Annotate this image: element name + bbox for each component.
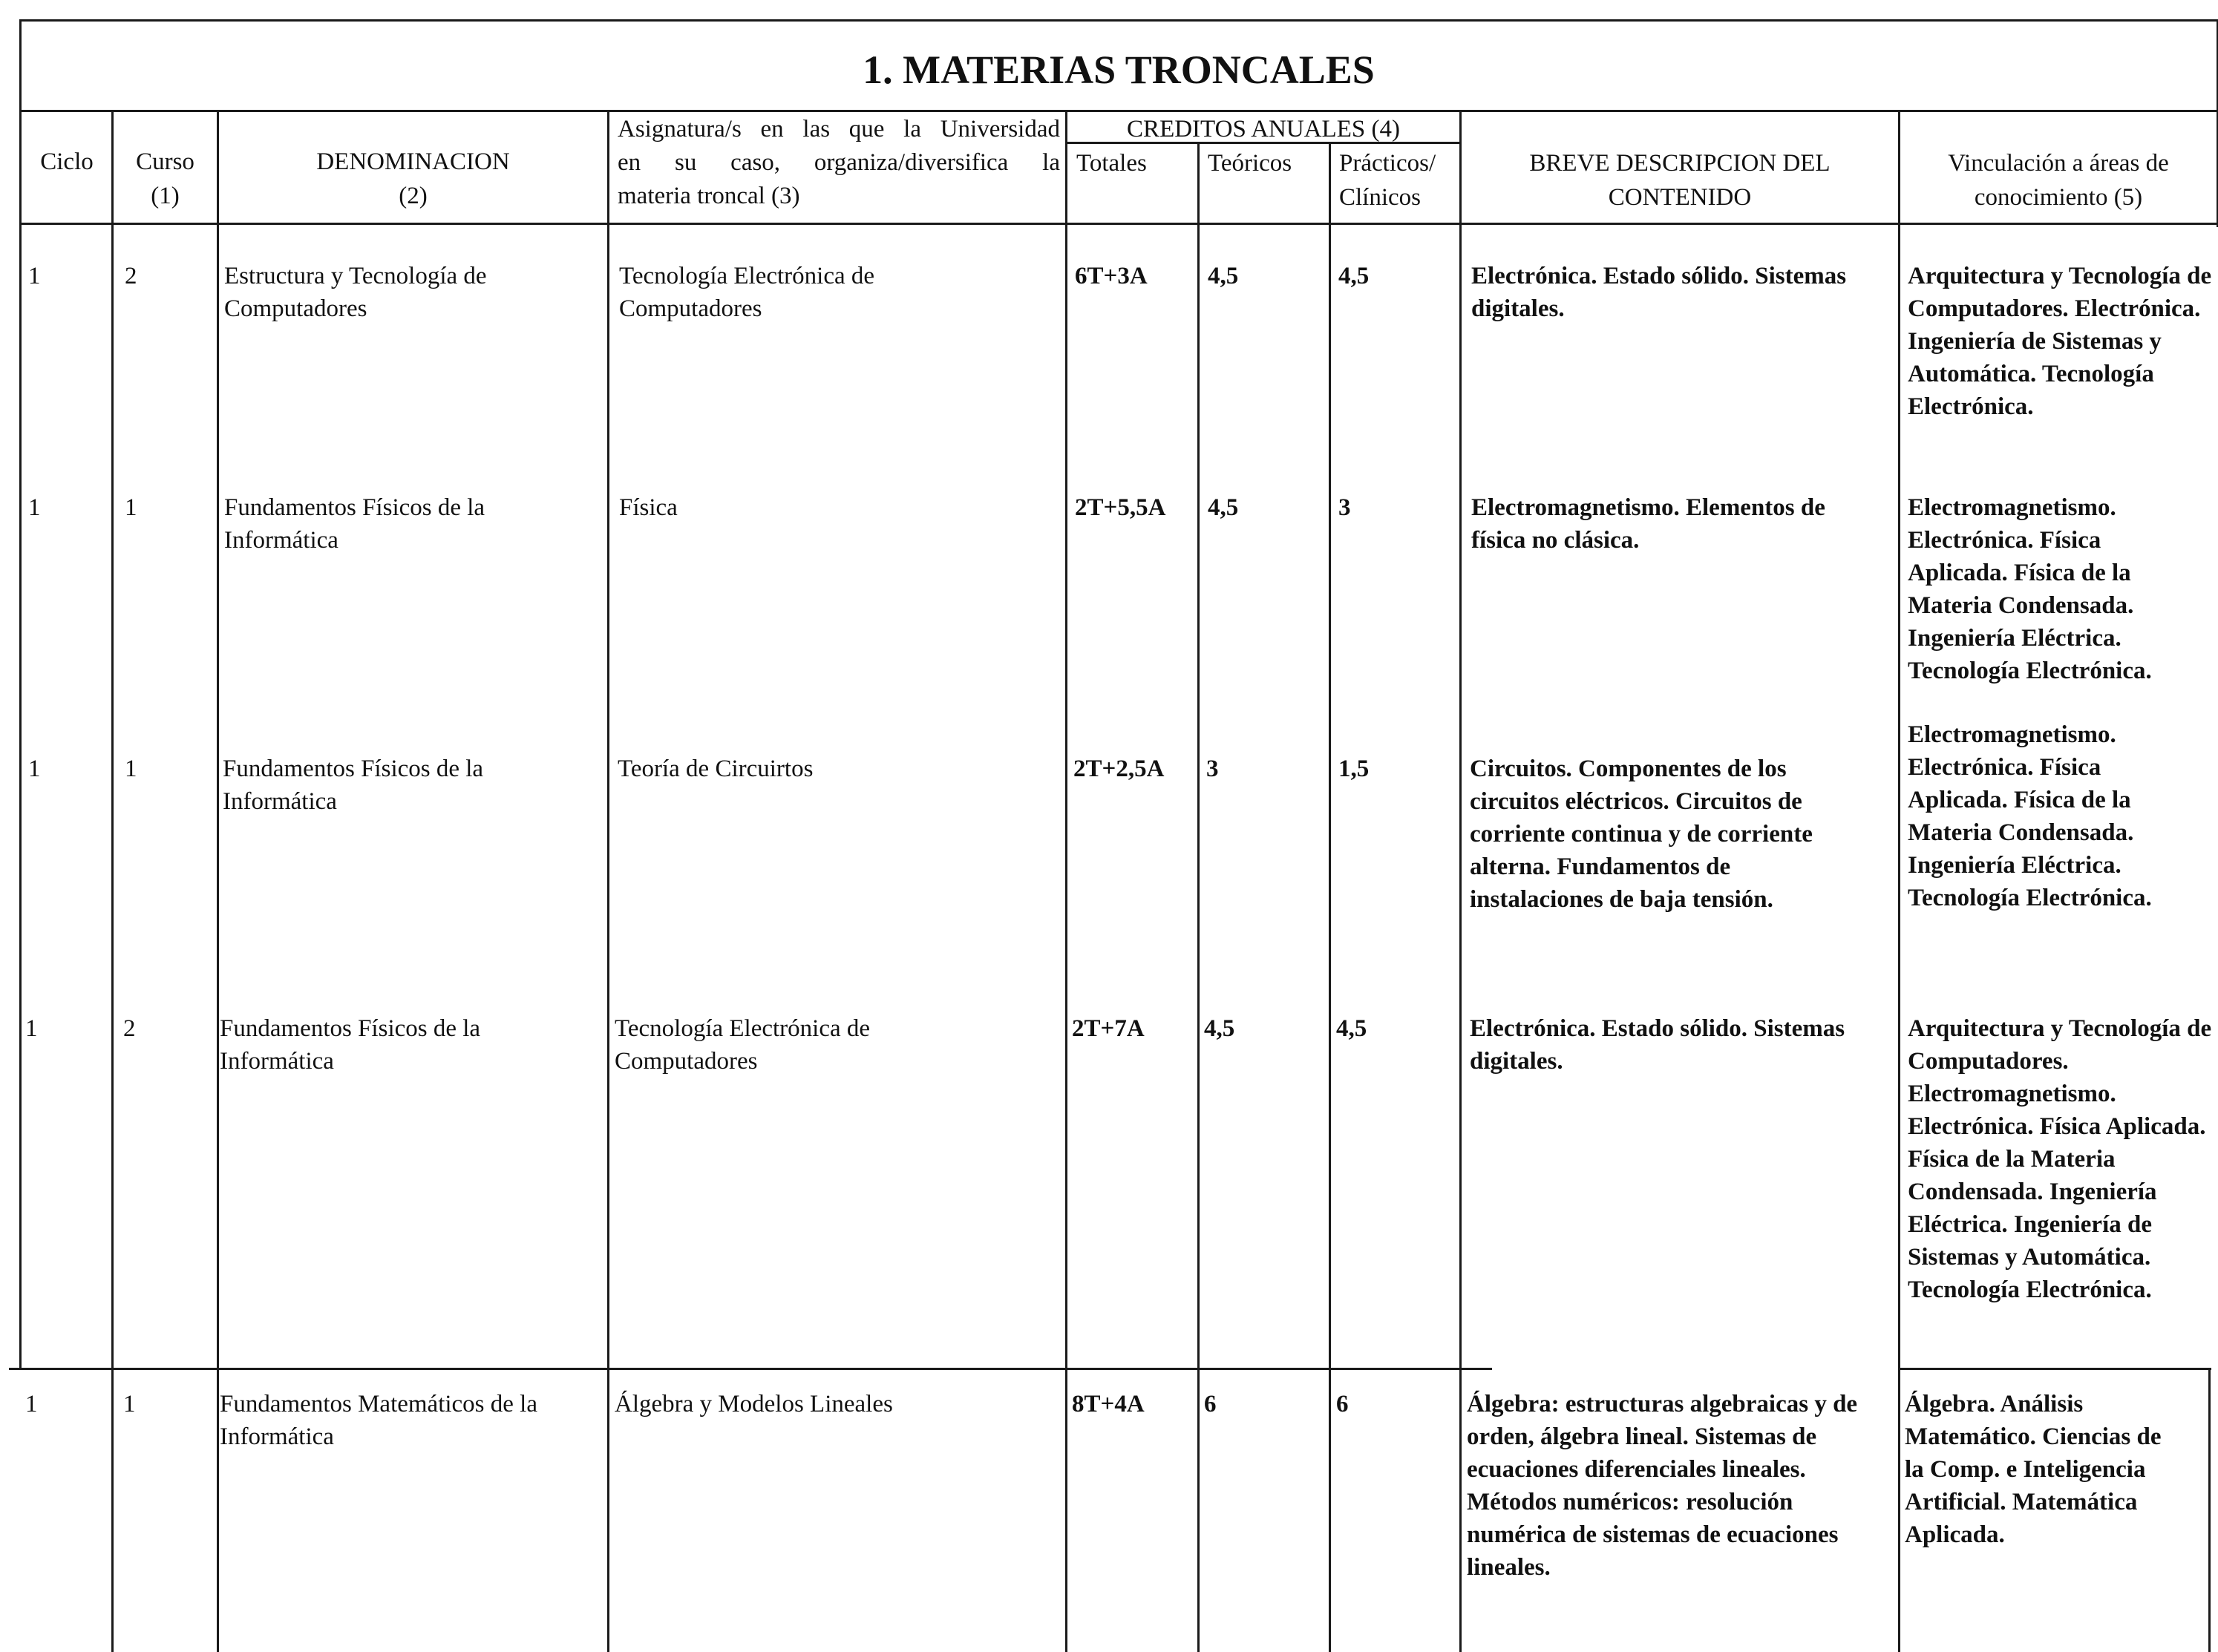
header-asignatura-line-2: en su caso, organiza/diversifica la: [618, 149, 1060, 176]
cell-descripcion: Electrónica. Estado sólido. Sistemas digitales.: [1470, 1015, 1845, 1075]
cell-ciclo: 1: [28, 494, 41, 521]
cell-ciclo: 1: [28, 263, 41, 289]
header-teoricos: Teóricos: [1208, 150, 1292, 177]
cell-practicos: 4,5: [1338, 263, 1370, 289]
header-practicos-line-2: Clínicos: [1339, 184, 1422, 211]
cell-ciclo: 1: [28, 755, 41, 782]
cell-descripcion: Circuitos. Componentes de los circuitos eléctricos. Circuitos de corriente continua y de corriente alterna. Fundamentos de instalaciones de baja tensión.: [1470, 755, 1813, 913]
cell-vinculacion: Electromagnetismo. Electrónica. Física Aplicada. Física de la Materia Condensada. Ingeniería Eléctrica. Tecnología Electrónica.: [1908, 494, 2152, 684]
cell-ciclo: 1: [25, 1391, 38, 1417]
cell-ciclo: 1: [25, 1015, 38, 1042]
cell-curso: 2: [123, 1015, 136, 1042]
cell-totales: 2T+5,5A: [1075, 494, 1166, 521]
cell-denominacion: Fundamentos Físicos de la Informática: [224, 494, 485, 554]
cell-vinculacion: Arquitectura y Tecnología de Computadores. Electrónica. Ingeniería de Sistemas y Automática. Tecnología Electrónica.: [1908, 263, 2212, 420]
cell-teoricos: 6: [1204, 1391, 1217, 1417]
cell-totales: 8T+4A: [1072, 1391, 1145, 1417]
page-title: 1. MATERIAS TRONCALES: [863, 47, 1375, 92]
cell-totales: 2T+7A: [1072, 1015, 1145, 1042]
cell-vinculacion: Arquitectura y Tecnología de Computadores. Electromagnetismo. Electrónica. Física Aplicada. Física de la Materia Condensada. Ingeniería Eléctrica. Ingeniería de Sistemas y Automática. Tecnología Electrónica.: [1908, 1015, 2212, 1303]
cell-denominacion: Fundamentos Matemáticos de la Informática: [220, 1391, 537, 1450]
header-vinculacion-line-2: conocimiento (5): [1974, 184, 2143, 211]
cell-curso: 2: [125, 263, 137, 289]
header-asignatura-line-3: materia troncal (3): [618, 183, 800, 209]
cell-asignatura: Tecnología Electrónica de Computadores: [619, 263, 875, 322]
header-curso-note: (1): [151, 183, 180, 209]
cell-practicos: 6: [1336, 1391, 1349, 1417]
cell-descripcion: Álgebra: estructuras algebraicas y de orden, álgebra lineal. Sistemas de ecuaciones diferenciales lineales. Métodos numéricos: resolución numérica de sistemas de ecuaciones lineales.: [1467, 1391, 1858, 1581]
cell-denominacion: Estructura y Tecnología de Computadores: [224, 263, 487, 322]
cell-asignatura: Teoría de Circuirtos: [618, 755, 814, 782]
header-asignatura-line-1: Asignatura/s en las que la Universidad: [618, 116, 1060, 142]
cell-asignatura: Física: [619, 494, 678, 521]
cell-totales: 6T+3A: [1075, 263, 1148, 289]
header-denominacion-note: (2): [399, 183, 428, 209]
cell-practicos: 3: [1338, 494, 1351, 521]
header-totales: Totales: [1076, 150, 1147, 177]
cell-denominacion: Fundamentos Físicos de la Informática: [220, 1015, 481, 1075]
cell-curso: 1: [123, 1391, 136, 1417]
cell-teoricos: 4,5: [1208, 263, 1239, 289]
cell-teoricos: 4,5: [1204, 1015, 1235, 1042]
header-practicos-line-1: Prácticos/: [1339, 150, 1436, 177]
cell-teoricos: 4,5: [1208, 494, 1239, 521]
cell-asignatura: Tecnología Electrónica de Computadores: [615, 1015, 871, 1075]
cell-curso: 1: [125, 755, 137, 782]
cell-vinculacion: Electromagnetismo. Electrónica. Física Aplicada. Física de la Materia Condensada. Ingeniería Eléctrica. Tecnología Electrónica.: [1908, 721, 2152, 911]
cell-vinculacion: Álgebra. Análisis Matemático. Ciencias de la Comp. e Inteligencia Artificial. Matemática Aplicada.: [1905, 1391, 2162, 1548]
header-descripcion-line-1: BREVE DESCRIPCION DEL: [1529, 150, 1831, 177]
header-vinculacion-line-1: Vinculación a áreas de: [1948, 150, 2169, 177]
header-creditos-anuales: CREDITOS ANUALES (4): [1127, 116, 1400, 142]
header-denominacion: DENOMINACION: [316, 148, 510, 175]
cell-curso: 1: [125, 494, 137, 521]
cell-totales: 2T+2,5A: [1073, 755, 1165, 782]
cell-teoricos: 3: [1206, 755, 1219, 782]
cell-practicos: 1,5: [1338, 755, 1370, 782]
header-curso: Curso: [136, 148, 194, 175]
cell-practicos: 4,5: [1336, 1015, 1367, 1042]
cell-descripcion: Electromagnetismo. Elementos de física no clásica.: [1471, 494, 1825, 554]
cell-denominacion: Fundamentos Físicos de la Informática: [223, 755, 484, 815]
header-descripcion-line-2: CONTENIDO: [1608, 184, 1752, 211]
header-ciclo: Ciclo: [40, 148, 94, 175]
cell-asignatura: Álgebra y Modelos Lineales: [615, 1391, 893, 1417]
cell-descripcion: Electrónica. Estado sólido. Sistemas digitales.: [1471, 263, 1847, 322]
